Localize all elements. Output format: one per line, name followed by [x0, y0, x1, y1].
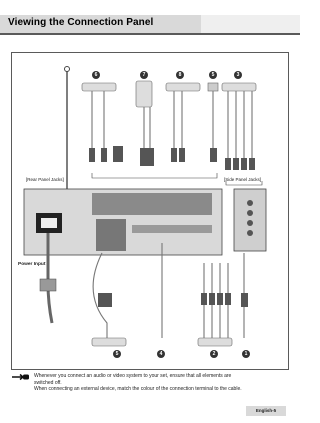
callout-badge: 8 [176, 71, 184, 79]
page-title: Viewing the Connection Panel [8, 17, 154, 28]
pointing-hand-icon [11, 373, 31, 381]
callout-badge: 5 [209, 71, 217, 79]
connection-illustration [12, 53, 290, 371]
note-line: Whenever you connect an audio or video system to your set, ensure that all elements are [34, 373, 232, 379]
callout-badge: 5 [113, 350, 121, 358]
title-underline [0, 33, 300, 35]
page-number: English-5 [255, 408, 277, 413]
note-line: When connecting an external device, match the colour of the connection terminal to the cable. [34, 386, 242, 393]
page-title-bar [0, 15, 201, 33]
connection-note [34, 373, 292, 393]
callout-badge: 4 [157, 350, 165, 358]
callout-badge: 2 [210, 350, 218, 358]
page-number-badge [246, 406, 286, 416]
callout-badge: 1 [242, 350, 250, 358]
title-bar-accent [201, 15, 300, 33]
connection-diagram [11, 52, 289, 370]
power-input-label: Power Input [18, 262, 46, 267]
callout-badge: 7 [140, 71, 148, 79]
side-panel-label: [Side Panel Jacks] [224, 177, 262, 182]
callout-badge: 6 [92, 71, 100, 79]
note-line: switched off. [34, 379, 62, 386]
rear-panel-label: [Rear Panel Jacks] [26, 177, 64, 182]
callout-badge: 3 [234, 71, 242, 79]
